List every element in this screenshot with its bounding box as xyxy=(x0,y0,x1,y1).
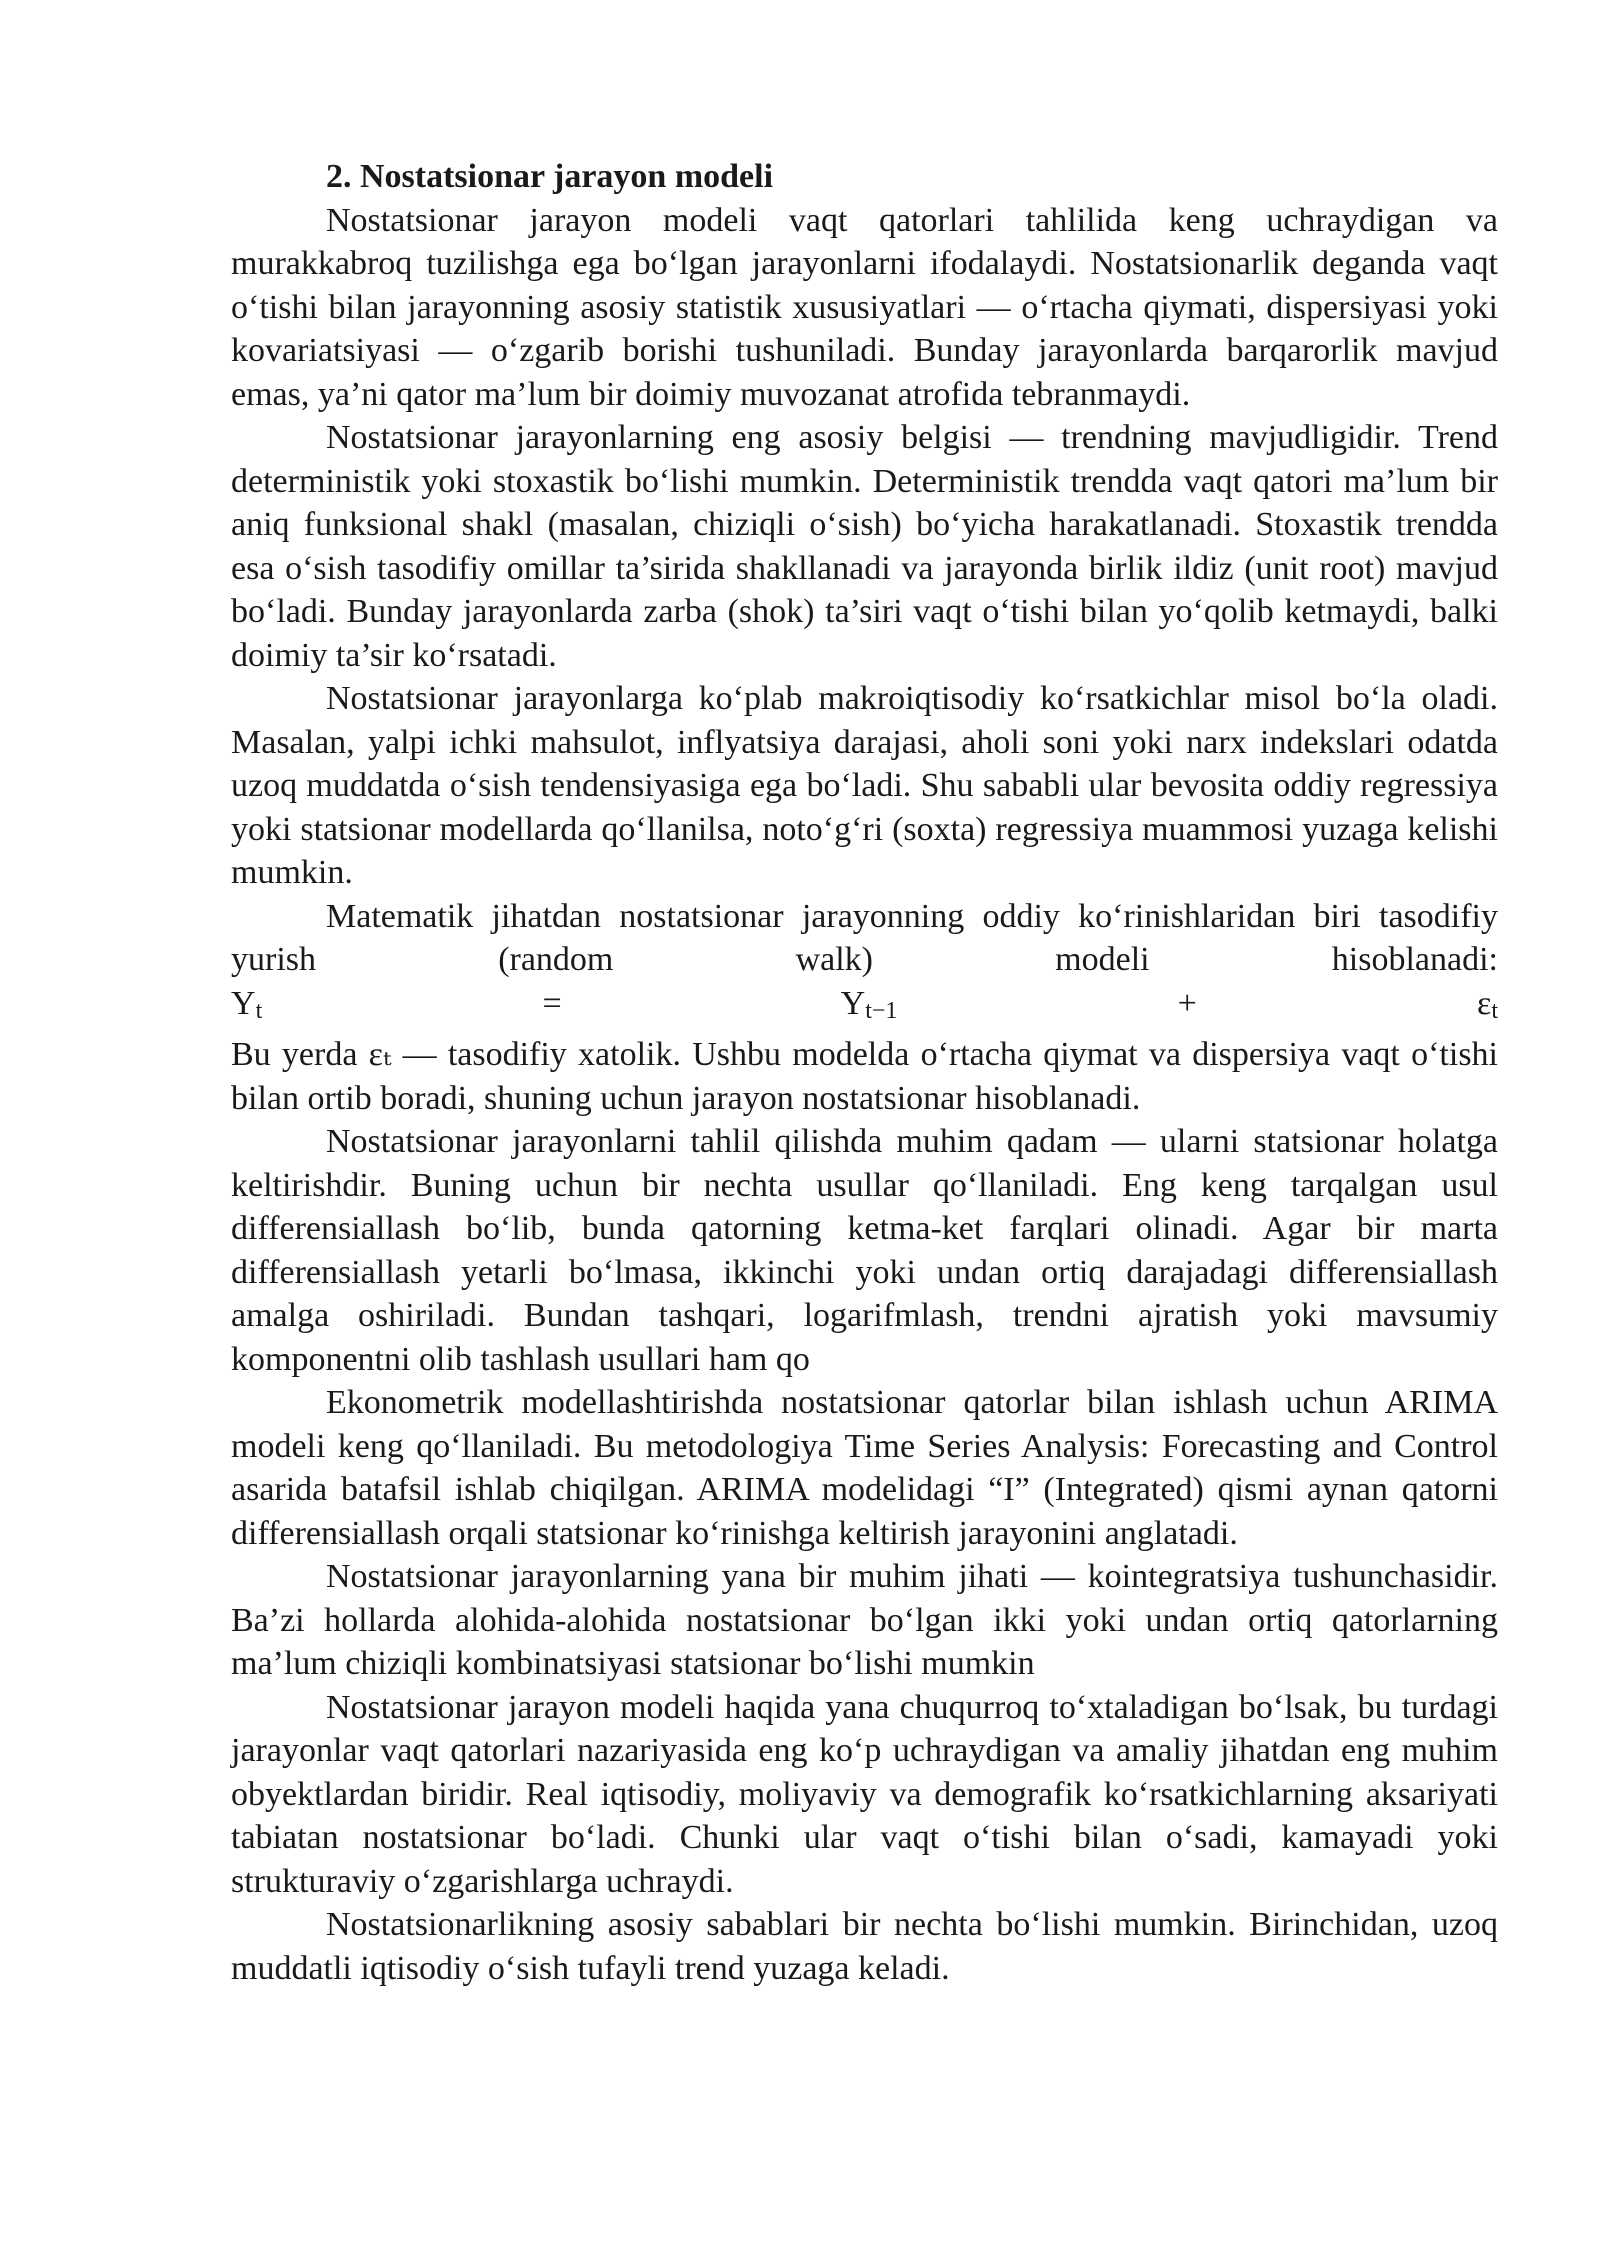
paragraph-3: Nostatsionar jarayonlarga ko‘plab makroiqtisodiy ko‘rsatkichlar misol bo‘la oladi. Masalan, yalpi ichki mahsulot, inflyatsiya darajasi, aholi soni yoki narx indekslari odatda uzoq muddatda o‘sish tendensiyasiga ega bo‘ladi. Shu sababli ular bevosita oddiy regressiya yoki statsionar modellarda qo‘llanilsa, noto‘g‘ri (soxta) regressiya muammosi yuzaga kelishi mumkin. xyxy=(231,680,1498,891)
paragraph-7: Nostatsionar jarayonlarning yana bir muhim jihati — kointegratsiya tushunchasidir. Ba’zi hollarda alohida-alohida nostatsionar bo‘lgan ikki yoki undan ortiq qatorlarning ma’lum chiziqli kombinatsiyasi statsionar bo‘lishi mumkin xyxy=(231,1558,1498,1682)
formula-error-term xyxy=(1477,985,1498,1022)
paragraph-6: Ekonometrik modellashtirishda nostatsionar qatorlar bilan ishlash uchun ARIMA modeli keng qo‘llaniladi. Bu metodologiya Time Series Analysis: Forecasting and Control asarida batafsil ishlab chiqilgan. ARIMA modelidagi “I” (Integrated) qismi aynan qatorni differensiallash orqali statsionar ko‘rinishga keltirish jarayonini anglatadi. xyxy=(231,1384,1498,1552)
formula-lhs-subscript: t xyxy=(255,997,263,1024)
paragraph-4-intro: Matematik jihatdan nostatsionar jarayonning oddiy ko‘rinishlaridan biri tasodifiy yurish (random walk) modeli hisoblanadi: xyxy=(231,897,1498,978)
formula-error-var: ε xyxy=(1477,984,1492,1022)
formula-equals: = xyxy=(542,984,562,1022)
paragraph-9: Nostatsionarlikning asosiy sabablari bir nechta bo‘lishi mumkin. Birinchidan, uzoq muddatli iqtisodiy o‘sish tufayli trend yuzaga keladi. xyxy=(231,1906,1498,1987)
paragraph-4-after: Bu yerda εₜ — tasodifiy xatolik. Ushbu modelda o‘rtacha qiymat va dispersiya vaqt o‘tishi bilan ortib boradi, shuning uchun jarayon nostatsionar hisoblanadi. xyxy=(231,1036,1498,1117)
random-walk-formula xyxy=(231,982,1498,1034)
formula-rhs-subscript: t−1 xyxy=(865,997,898,1024)
paragraph-8: Nostatsionar jarayon modeli haqida yana chuqurroq to‘xtaladigan bo‘lsak, bu turdagi jarayonlar vaqt qatorlari nazariyasida eng ko‘p uchraydigan va amaliy jihatdan eng muhim obyektlardan biridir. Real iqtisodiy, moliyaviy va demografik ko‘rsatkichlarning aksariyati tabiatan nostatsionar bo‘ladi. Chunki ular vaqt o‘tishi bilan o‘sadi, kamayadi yoki strukturaviy o‘zgarishlarga uchraydi. xyxy=(231,1688,1498,1900)
formula-lhs-var: Y xyxy=(231,984,256,1022)
section-heading: 2. Nostatsionar jarayon modeli xyxy=(326,158,774,195)
paragraph-5: Nostatsionar jarayonlarni tahlil qilishda muhim qadam — ularni statsionar holatga keltirishdir. Buning uchun bir nechta usullar qo‘llaniladi. Eng keng tarqalgan usul differensiallash bo‘lib, bunda qatorning ketma-ket farqlari olinadi. Agar bir marta differensiallash yetarli bo‘lmasa, ikkinchi yoki undan ortiq darajadagi differensiallash amalga oshiriladi. Bundan tashqari, logarifmlash, trendni ajratish yoki mavsumiy komponentni olib tashlash usullari ham qo xyxy=(231,1123,1498,1378)
paragraph-1: Nostatsionar jarayon modeli vaqt qatorlari tahlilida keng uchraydigan va murakkabroq tuzilishga ega bo‘lgan jarayonlarni ifodalaydi. Nostatsionarlik deganda vaqt o‘tishi bilan jarayonning asosiy statistik xususiyatlari — o‘rtacha qiymati, dispersiyasi yoki kovariatsiyasi — o‘zgarib borishi tushuniladi. Bunday jarayonlarda barqarorlik mavjud emas, ya’ni qator ma’lum bir doimiy muvozanat atrofida tebranmaydi. xyxy=(231,201,1498,413)
formula-error-subscript: t xyxy=(1491,997,1498,1024)
formula-plus: + xyxy=(1177,984,1197,1022)
paragraph-2: Nostatsionar jarayonlarning eng asosiy belgisi — trendning mavjudligidir. Trend deterministik yoki stoxastik bo‘lishi mumkin. Deterministik trendda vaqt qatori ma’lum bir aniq funksional shakl (masalan, chiziqli o‘sish) bo‘yicha harakatlanadi. Stoxastik trendda esa o‘sish tasodifiy omillar ta’sirida shakllanadi va jarayonda birlik ildiz (unit root) mavjud bo‘ladi. Bunday jarayonlarda zarba (shok) ta’siri vaqt o‘tishi bilan yo‘qolib ketmaydi, balki doimiy ta’sir ko‘rsatadi. xyxy=(231,419,1498,674)
formula-lhs xyxy=(231,985,262,1022)
formula-rhs-var: Y xyxy=(840,984,866,1022)
formula-rhs xyxy=(841,985,898,1022)
document-body xyxy=(231,155,1498,1990)
